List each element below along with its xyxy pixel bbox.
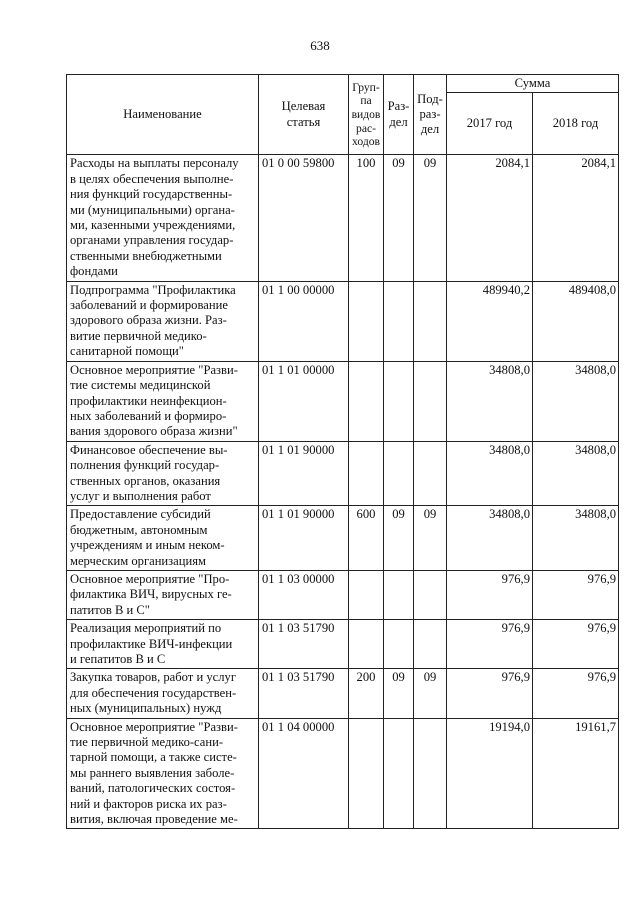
row-name-line: Предоставление субсидий (70, 507, 211, 522)
row-section (384, 570, 414, 619)
row-subsection: 09 (414, 155, 447, 281)
row-subsection (414, 718, 447, 829)
header-subsection-line: раз- (419, 107, 441, 121)
row-sum-2018: 34808,0 (533, 361, 619, 441)
header-group-line: ходов (352, 135, 380, 149)
row-name (67, 718, 259, 829)
row-expense-group: 100 (349, 155, 384, 281)
table-row (67, 441, 619, 506)
row-name-line: ных (муниципальных) нужд (70, 701, 222, 716)
row-expense-group (349, 570, 384, 619)
row-name-line: учреждениям и иным неком- (70, 538, 225, 553)
table-header (67, 75, 619, 155)
row-name-line: ния функций государственны- (70, 187, 233, 202)
row-name-line: Финансовое обеспечение вы- (70, 442, 228, 457)
header-target-line: Целевая (281, 99, 326, 114)
row-section (384, 441, 414, 506)
row-name-line: фондами (70, 264, 118, 279)
header-target (259, 75, 349, 155)
row-name-line: Реализация мероприятий по (70, 621, 222, 636)
table-row (67, 281, 619, 361)
header-year-2017: 2017 год (447, 93, 533, 155)
row-name-line: ственных органов, оказания (70, 473, 221, 488)
table-row (67, 669, 619, 718)
row-name-line: Расходы на выплаты персоналу (70, 156, 239, 171)
row-name-line: тарной помощи, а также систе- (70, 750, 237, 765)
row-sum-2018: 976,9 (533, 669, 619, 718)
row-sum-2018: 34808,0 (533, 441, 619, 506)
row-subsection (414, 620, 447, 669)
row-expense-group (349, 361, 384, 441)
row-expense-group (349, 281, 384, 361)
header-subsection-line: Под- (417, 91, 443, 106)
row-name (67, 281, 259, 361)
header-section-line: дел (389, 114, 408, 129)
row-name (67, 506, 259, 571)
row-target-code: 01 1 00 00000 (259, 281, 349, 361)
row-name-line: ственными внебюджетными (70, 248, 222, 263)
row-name-line: Основное мероприятие "Разви- (70, 719, 238, 734)
table-row (67, 570, 619, 619)
row-subsection (414, 281, 447, 361)
header-subsection-line: дел (420, 122, 440, 137)
header-section (384, 75, 414, 155)
row-name-line: ний и факторов риска их раз- (70, 796, 227, 811)
header-section-line: Раз- (387, 99, 410, 114)
row-subsection (414, 441, 447, 506)
row-name-line: и гепатитов В и С (70, 652, 166, 666)
row-name (67, 441, 259, 506)
budget-table (66, 74, 619, 829)
row-sum-2017: 34808,0 (447, 441, 533, 506)
table-row (67, 361, 619, 441)
row-sum-2018: 976,9 (533, 570, 619, 619)
header-group-line: Груп- (352, 80, 380, 94)
row-sum-2018: 489408,0 (533, 281, 619, 361)
row-name-line: здорового образа жизни. Раз- (70, 313, 227, 328)
row-name-line: санитарной помощи" (70, 344, 184, 359)
row-expense-group: 600 (349, 506, 384, 571)
row-name-line: тие системы медицинской (70, 378, 211, 393)
row-subsection: 09 (414, 669, 447, 718)
row-name (67, 669, 259, 718)
row-name-line: для обеспечения государствен- (70, 685, 237, 700)
row-section (384, 718, 414, 829)
row-name-line: услуг и выполнения работ (70, 488, 211, 503)
row-name-line: вития, включая проведение ме- (70, 812, 238, 827)
row-target-code: 01 0 00 59800 (259, 155, 349, 281)
table-body (67, 155, 619, 829)
table-row (67, 506, 619, 571)
row-target-code: 01 1 03 51790 (259, 620, 349, 669)
row-target-code: 01 1 01 00000 (259, 361, 349, 441)
row-target-code: 01 1 04 00000 (259, 718, 349, 829)
header-group-line: видов (351, 107, 381, 121)
row-name-line: ми (муниципальными) органа- (70, 202, 235, 217)
row-name-line: ми, казенными учреждениями, (70, 218, 236, 233)
row-name (67, 570, 259, 619)
row-sum-2018: 2084,1 (533, 155, 619, 281)
row-name-line: Основное мероприятие "Разви- (70, 362, 238, 377)
row-name-line: патитов В и С" (70, 602, 150, 617)
row-expense-group: 200 (349, 669, 384, 718)
row-subsection: 09 (414, 506, 447, 571)
header-year-2018: 2018 год (533, 93, 619, 155)
row-sum-2018: 976,9 (533, 620, 619, 669)
row-sum-2018: 19161,7 (533, 718, 619, 829)
row-section: 09 (384, 155, 414, 281)
row-target-code: 01 1 01 90000 (259, 506, 349, 571)
row-name-line: полнения функций государ- (70, 458, 220, 473)
row-name-line: мерческим организациям (70, 553, 206, 568)
page-number: 638 (310, 38, 330, 53)
row-target-code: 01 1 01 90000 (259, 441, 349, 506)
row-name-line: Подпрограмма "Профилактика (70, 282, 236, 297)
row-name (67, 361, 259, 441)
header-sum: Сумма (447, 75, 619, 93)
row-name-line: ных заболеваний и формиро- (70, 408, 227, 423)
row-subsection (414, 361, 447, 441)
row-target-code: 01 1 03 51790 (259, 669, 349, 718)
row-sum-2018: 34808,0 (533, 506, 619, 571)
row-subsection (414, 570, 447, 619)
row-name-line: вания здорового образа жизни" (70, 424, 238, 439)
row-name-line: мы раннего выявления заболе- (70, 765, 235, 780)
row-sum-2017: 489940,2 (447, 281, 533, 361)
row-sum-2017: 976,9 (447, 570, 533, 619)
row-sum-2017: 976,9 (447, 669, 533, 718)
row-expense-group (349, 718, 384, 829)
row-name-line: заболеваний и формирование (70, 298, 228, 313)
table-row (67, 620, 619, 669)
row-section (384, 281, 414, 361)
header-group (349, 75, 384, 155)
row-name-line: витие первичной медико- (70, 328, 207, 343)
header-target-line: статья (286, 114, 321, 129)
row-expense-group (349, 441, 384, 506)
row-sum-2017: 976,9 (447, 620, 533, 669)
row-section (384, 620, 414, 669)
row-sum-2017: 2084,1 (447, 155, 533, 281)
row-name-line: филактика ВИЧ, вирусных ге- (70, 587, 232, 602)
row-name-line: Закупка товаров, работ и услуг (70, 670, 236, 685)
row-name (67, 620, 259, 669)
header-group-line: па (360, 94, 372, 108)
row-sum-2017: 34808,0 (447, 506, 533, 571)
row-name-line: профилактике ВИЧ-инфекции (70, 636, 233, 651)
row-name (67, 155, 259, 281)
row-target-code: 01 1 03 00000 (259, 570, 349, 619)
row-name-line: органами управления государ- (70, 233, 234, 248)
row-name-line: Основное мероприятие "Про- (70, 571, 230, 586)
row-sum-2017: 34808,0 (447, 361, 533, 441)
table-row (67, 718, 619, 829)
row-sum-2017: 19194,0 (447, 718, 533, 829)
header-group-line: рас- (356, 121, 376, 135)
row-name-line: бюджетным, автономным (70, 522, 208, 537)
row-section (384, 361, 414, 441)
header-subsection (414, 75, 447, 155)
row-name-line: в целях обеспечения выполне- (70, 171, 234, 186)
row-expense-group (349, 620, 384, 669)
row-name-line: тие первичной медико-сани- (70, 735, 224, 750)
row-name-line: профилактики неинфекцион- (70, 393, 227, 408)
header-name: Наименование (67, 75, 259, 155)
table-row (67, 155, 619, 281)
row-name-line: ваний, патологических состоя- (70, 781, 236, 796)
row-section: 09 (384, 506, 414, 571)
row-section: 09 (384, 669, 414, 718)
